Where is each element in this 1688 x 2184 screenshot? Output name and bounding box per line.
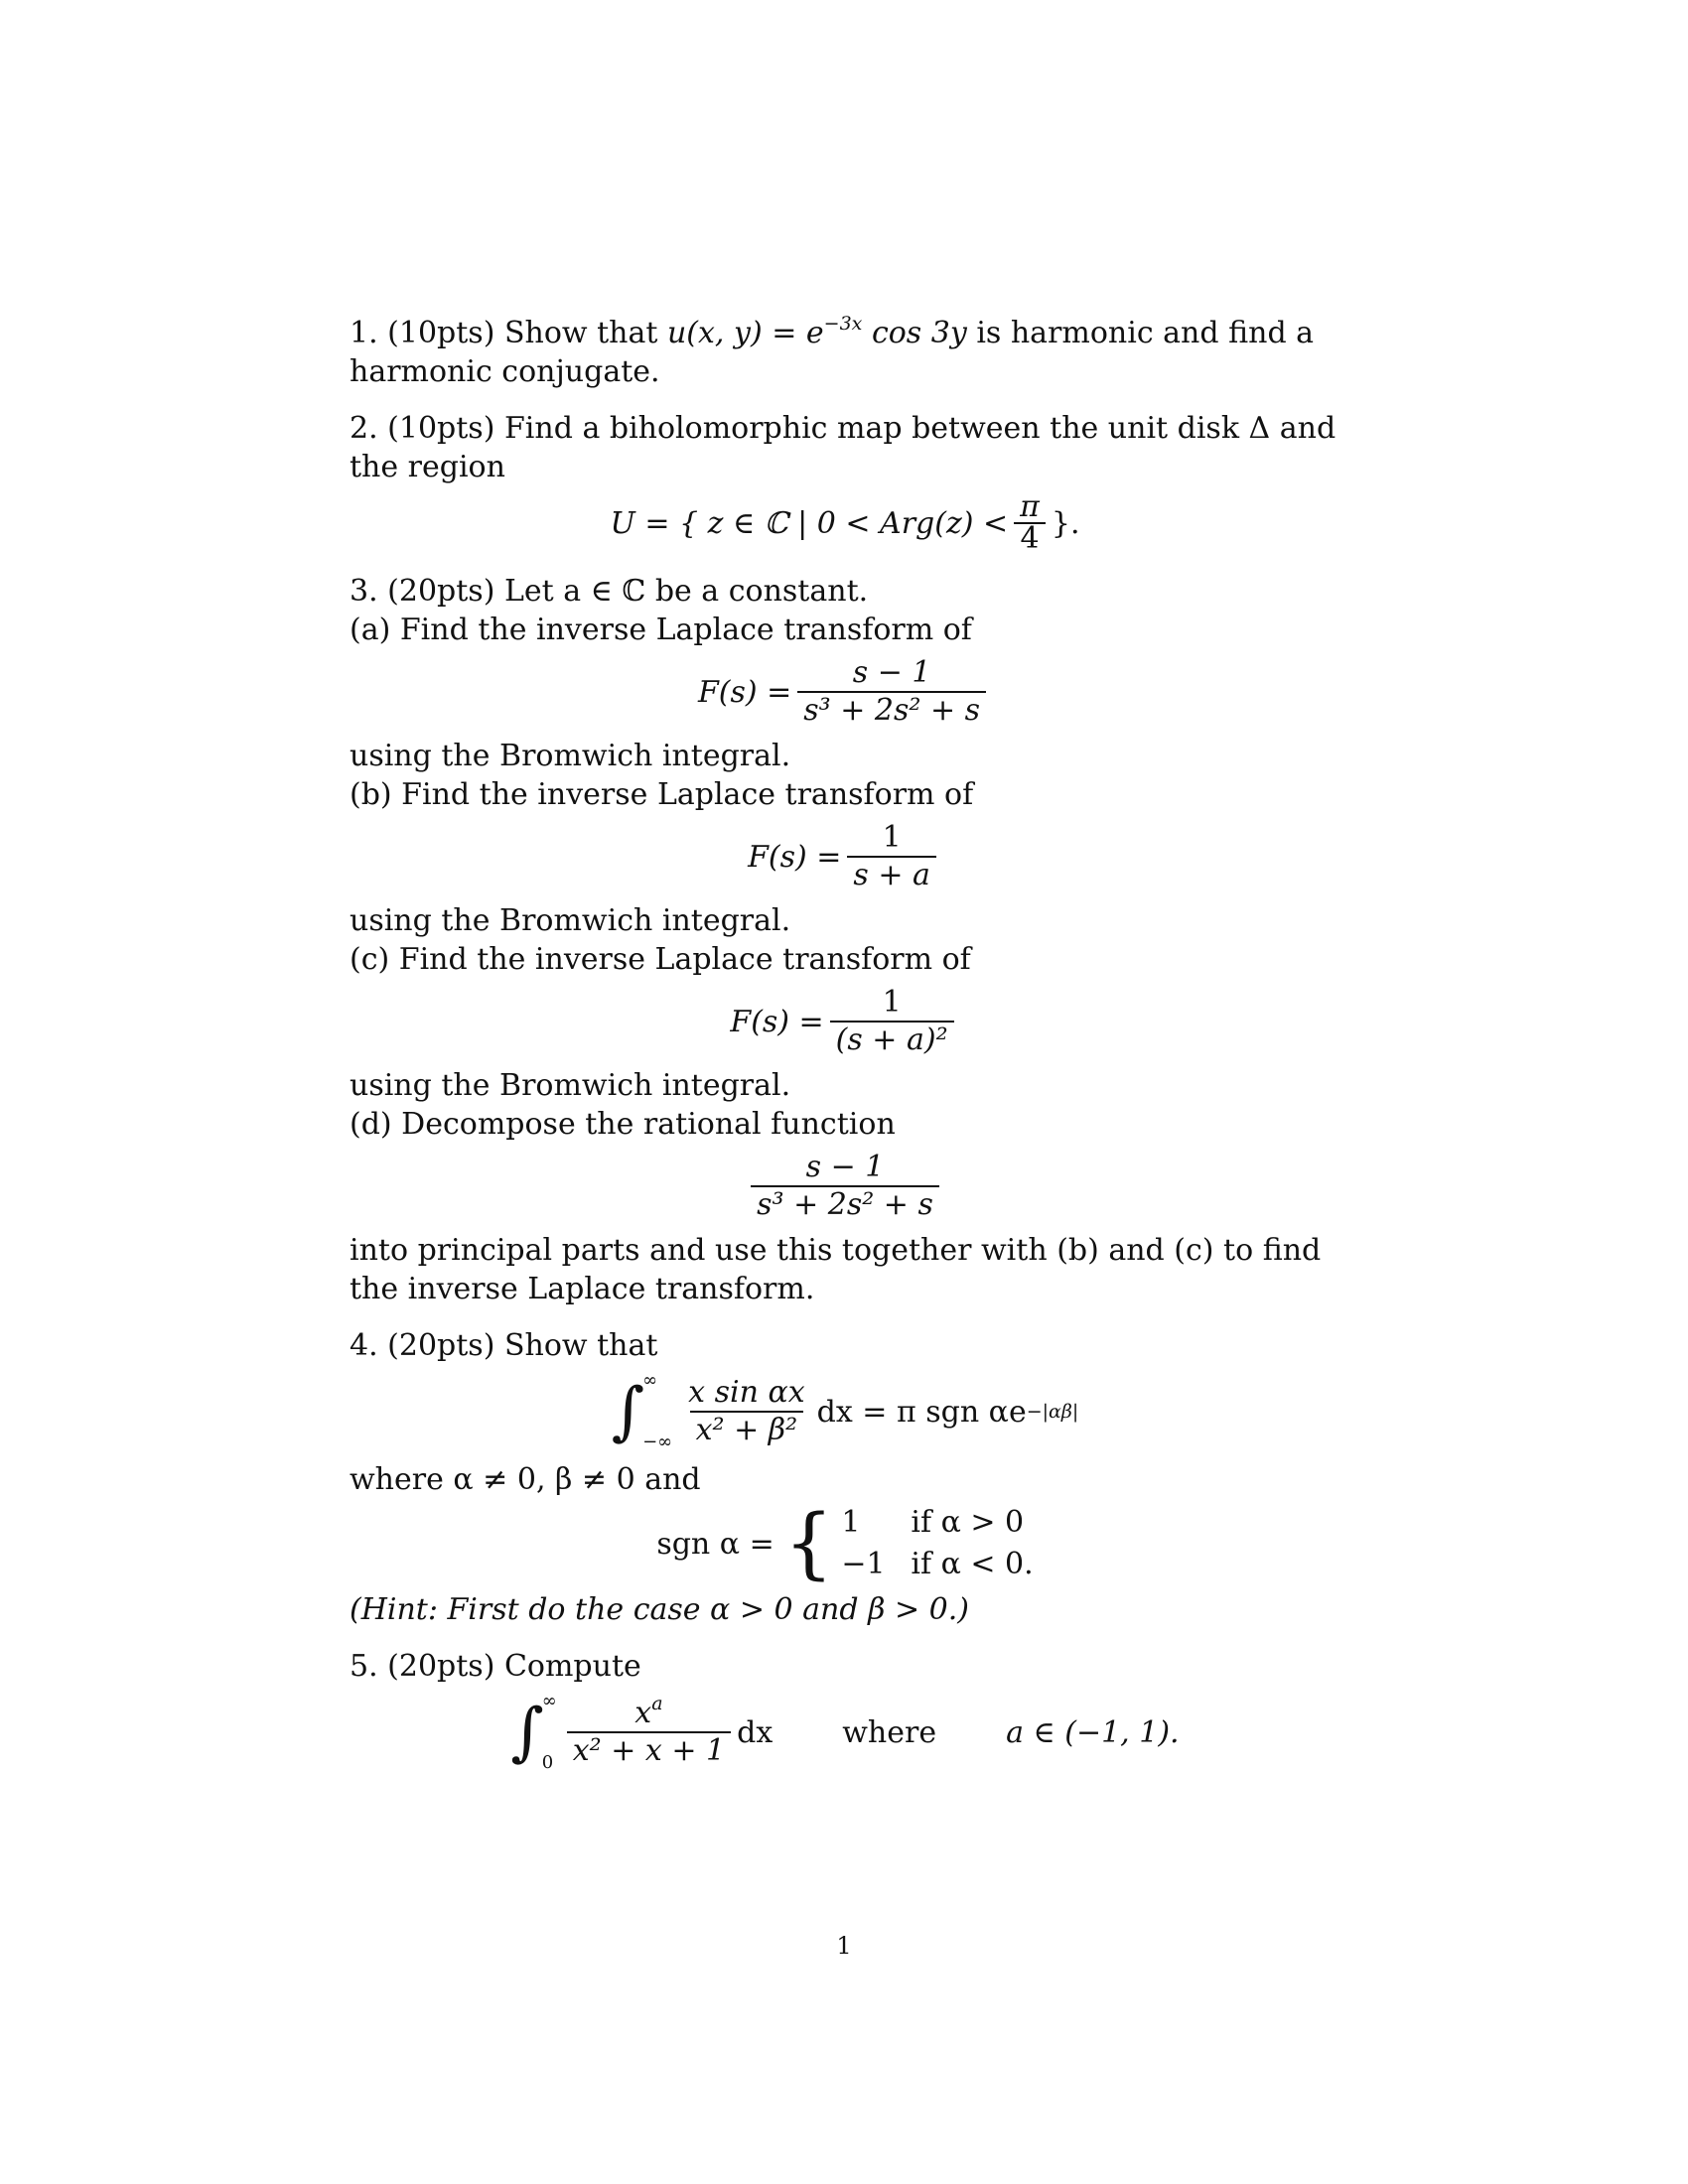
- integral-sign: ∫ ∞ −∞: [611, 1370, 673, 1452]
- fraction: [567, 1693, 731, 1769]
- display-equation: [350, 820, 1340, 893]
- math-expr: }.: [1051, 505, 1080, 541]
- integral-lower-limit: −∞: [642, 1432, 673, 1452]
- problem-number: 4.: [350, 1328, 378, 1363]
- fraction: [797, 655, 986, 729]
- math-expr: u(x, y): [666, 316, 763, 350]
- integral-upper-limit: ∞: [541, 1691, 557, 1711]
- part-text: using the Bromwich integral.: [350, 1068, 791, 1103]
- display-equation: [350, 1499, 1340, 1588]
- problem-points: (10pts): [387, 411, 495, 446]
- problem-5: [350, 1647, 1340, 1773]
- math-expr: −3x: [823, 313, 863, 335]
- problem-number: 2.: [350, 411, 378, 446]
- part-c: [350, 940, 1340, 979]
- integral-lower-limit: 0: [541, 1752, 554, 1773]
- display-equation: ∫ ∞ −∞ $\frac{\text{x sin αx}}{\text{x² + β²}}$ dx = π sgn αe −|αβ|: [611, 1370, 1079, 1452]
- fraction-denominator: s³ + 2s² + s: [751, 1185, 939, 1223]
- case-value: −1: [841, 1547, 886, 1581]
- integral-upper-limit: ∞: [642, 1370, 658, 1391]
- case-condition: if α < 0.: [911, 1547, 1034, 1581]
- math-expr: cos 3y: [871, 316, 967, 350]
- exam-page: [350, 314, 1340, 1791]
- problem-text: Find a biholomorphic map between the unit disk Δ and the region: [350, 411, 1336, 484]
- part-d: [350, 1105, 1340, 1144]
- math-expr: a: [651, 1693, 663, 1714]
- problem-number: 1.: [350, 316, 378, 350]
- part-label: (c): [350, 942, 390, 977]
- problem-points: (10pts): [387, 316, 495, 350]
- part-a: [350, 611, 1340, 649]
- problem-1: [350, 314, 1340, 391]
- math-expr: F(s) =: [697, 674, 792, 710]
- problem-points: (20pts): [387, 1328, 495, 1363]
- problem-text: Compute: [503, 1649, 641, 1684]
- part-label: (a): [350, 613, 391, 647]
- math-expr: a ∈ (−1, 1).: [1006, 1714, 1180, 1750]
- problem-points: (20pts): [387, 1649, 495, 1684]
- fraction: [751, 1150, 939, 1223]
- display-equation: [350, 1692, 1340, 1773]
- display-equation: [350, 489, 1340, 556]
- fraction-numerator: 1: [882, 820, 902, 855]
- fraction-numerator: 1: [882, 985, 902, 1020]
- math-expr: =: [772, 316, 797, 350]
- display-equation: [350, 655, 1340, 729]
- fraction-denominator: 4: [1014, 522, 1045, 554]
- fraction-denominator: (s + a)²: [830, 1021, 954, 1058]
- fraction-denominator: x² + β²: [690, 1411, 804, 1448]
- fraction-denominator: s + a: [847, 856, 936, 893]
- problem-3: [350, 572, 1340, 1308]
- math-expr: dx = π sgn αe: [816, 1394, 1027, 1430]
- fraction: [830, 985, 954, 1058]
- display-equation: [350, 1150, 1340, 1223]
- part-b: [350, 775, 1340, 814]
- math-expr: U = { z ∈ ℂ | 0 < Arg(z) <: [610, 505, 1009, 541]
- fraction-numerator: x sin αx: [688, 1375, 805, 1410]
- math-expr: dx: [737, 1714, 774, 1750]
- part-text: using the Bromwich integral.: [350, 739, 791, 773]
- part-text: using the Bromwich integral.: [350, 903, 791, 938]
- fraction: [847, 820, 936, 893]
- problem-text: Show that: [503, 1328, 658, 1363]
- fraction-numerator: x: [634, 1696, 652, 1730]
- problem-text: where: [842, 1714, 937, 1750]
- math-expr: sgn α =: [656, 1526, 774, 1562]
- math-expr: F(s) =: [730, 1004, 824, 1039]
- part-label: (b): [350, 777, 392, 812]
- math-expr: F(s) =: [748, 839, 842, 875]
- problem-4: [350, 1326, 1340, 1629]
- fraction-numerator: s − 1: [852, 655, 931, 690]
- fraction: [682, 1375, 810, 1448]
- problem-text: Let a ∈ ℂ be a constant.: [503, 574, 869, 609]
- part-text: into principal parts and use this together with (b) and (c) to find the inverse Laplace transform.: [350, 1233, 1322, 1306]
- problem-2: [350, 409, 1340, 554]
- page-number: 1: [836, 1932, 852, 1960]
- problem-points: (20pts): [387, 574, 495, 609]
- math-expr: e: [805, 316, 824, 350]
- case-value: 1: [841, 1505, 861, 1540]
- cases-block: { 1 if α > 0 −1 if α < 0.: [783, 1499, 1034, 1588]
- problem-text: is harmonic and find a harmonic conjugate.: [350, 316, 1315, 389]
- case-condition: if α > 0: [911, 1505, 1025, 1540]
- fraction-denominator: x² + x + 1: [567, 1731, 731, 1769]
- fraction-numerator: π: [1020, 489, 1040, 524]
- problem-text: where α ≠ 0, β ≠ 0 and: [350, 1462, 701, 1497]
- problem-text: Show that: [503, 316, 658, 350]
- part-text: Decompose the rational function: [401, 1107, 896, 1142]
- part-label: (d): [350, 1107, 392, 1142]
- fraction-numerator: s − 1: [805, 1150, 885, 1184]
- part-text: Find the inverse Laplace transform of: [398, 942, 971, 977]
- integral-sign: ∫ ∞ 0: [510, 1691, 557, 1773]
- hint-text: (Hint: First do the case α > 0 and β > 0.): [350, 1592, 969, 1627]
- part-text: Find the inverse Laplace transform of: [399, 613, 972, 647]
- problem-number: 5.: [350, 1649, 378, 1684]
- fraction-denominator: s³ + 2s² + s: [797, 691, 986, 729]
- part-text: Find the inverse Laplace transform of: [401, 777, 974, 812]
- display-equation: [350, 985, 1340, 1058]
- problem-number: 3.: [350, 574, 378, 609]
- fraction: [1014, 489, 1046, 556]
